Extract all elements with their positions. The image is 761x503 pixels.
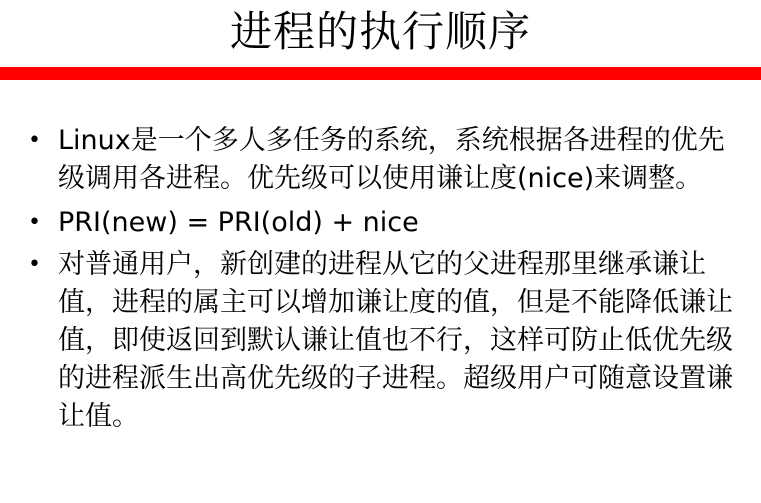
title-divider bbox=[0, 67, 761, 80]
bullet-text: 对普通用户，新创建的进程从它的父进程那里继承谦让值，进程的属主可以增加谦让度的值，但是不能降低谦让值，即使返回到默认谦让值也不行，这样可防止低优先级的进程派生出高优先级的子进程。超级用户可随意设置谦让值。 bbox=[58, 249, 733, 432]
bullet-icon: • bbox=[28, 252, 41, 277]
bullet-text: PRI(new) = PRI(old) + nice bbox=[58, 207, 419, 238]
slide-title: 进程的执行顺序 bbox=[229, 7, 531, 56]
bullet-item-formula bbox=[28, 204, 743, 242]
bullet-icon: • bbox=[28, 128, 41, 153]
bullet-icon: • bbox=[28, 210, 41, 235]
bullet-text: Linux是一个多人多任务的系统，系统根据各进程的优先级调用各进程。优先级可以使用谦让度(nice)来调整。 bbox=[58, 125, 725, 194]
bullet-list bbox=[28, 122, 743, 442]
bullet-item-linux bbox=[28, 122, 743, 198]
bullet-item-nice-rules bbox=[28, 246, 743, 436]
